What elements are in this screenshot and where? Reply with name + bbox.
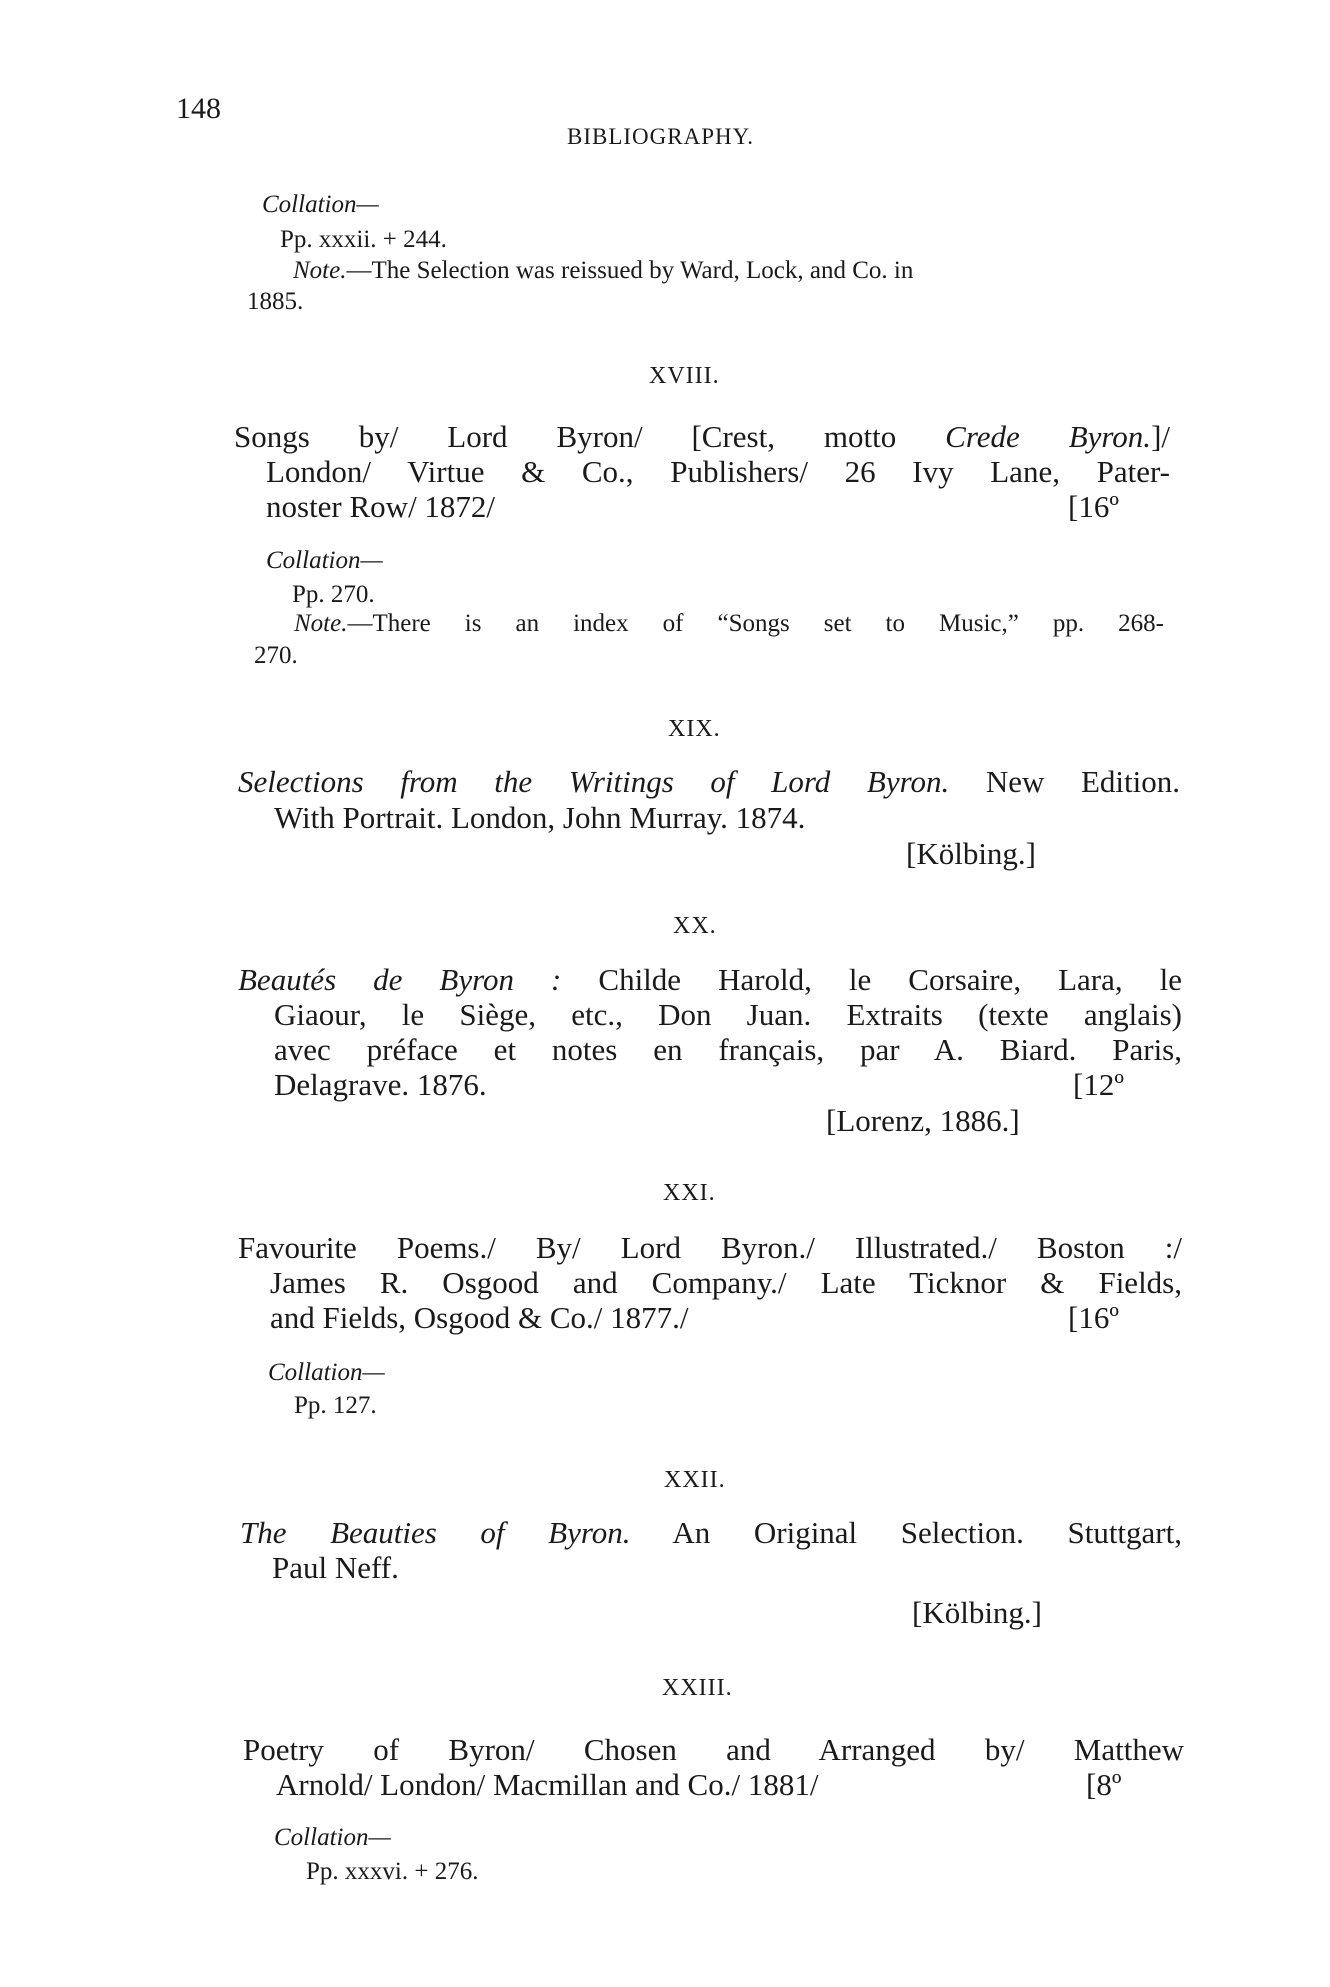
entry-title: Selections from the Writings of Lord Byron. — [238, 764, 950, 799]
collation-pages: Pp. xxxii. + 244. — [280, 226, 447, 253]
entry-line: Songs by/ Lord Byron/ [Crest, motto Crede Byron.]/ — [234, 419, 1170, 454]
note-line: Note.—There is an index of “Songs set to Music,” pp. 268- — [294, 610, 1164, 637]
entry-title: The Beauties of Byron. — [240, 1515, 631, 1550]
entry-line: James R. Osgood and Company./ Late Ticknor & Fields, — [270, 1265, 1182, 1300]
entry-line: With Portrait. London, John Murray. 1874. — [274, 800, 806, 835]
entry-numeral: XXIII. — [662, 1675, 733, 1701]
entry-numeral: XXII. — [664, 1467, 726, 1493]
entry-line: noster Row/ 1872/ — [266, 489, 496, 524]
format-mark: [16º — [1068, 1300, 1119, 1335]
entry-numeral: XIX. — [668, 716, 721, 742]
collation-pages: Pp. xxxvi. + 276. — [306, 1858, 479, 1885]
source-note: [Lorenz, 1886.] — [826, 1103, 1020, 1138]
format-mark: [8º — [1086, 1767, 1122, 1802]
entry-numeral: XX. — [673, 913, 717, 939]
source-note: [Kölbing.] — [912, 1595, 1043, 1630]
collation-label: Collation— — [266, 547, 383, 574]
entry-line: avec préface et notes en français, par A. Biard. Paris, — [274, 1032, 1182, 1067]
entry-line: Paul Neff. — [272, 1550, 399, 1585]
entry-line: The Beauties of Byron. An Original Selection. Stuttgart, — [240, 1515, 1182, 1550]
entry-line: Selections from the Writings of Lord Byron. New Edition. — [238, 764, 1180, 799]
page-number: 148 — [176, 92, 221, 125]
entry-numeral: XVIII. — [649, 363, 720, 389]
entry-line: Delagrave. 1876. — [274, 1067, 487, 1102]
entry-line: Poetry of Byron/ Chosen and Arranged by/ Matthew — [243, 1732, 1184, 1767]
collation-pages: Pp. 270. — [292, 581, 375, 608]
entry-numeral: XXI. — [663, 1180, 716, 1206]
collation-label: Collation— — [268, 1359, 385, 1386]
note-label: Note. — [294, 610, 348, 637]
entry-line: Favourite Poems./ By/ Lord Byron./ Illustrated./ Boston :/ — [238, 1230, 1182, 1265]
collation-pages: Pp. 127. — [294, 1392, 377, 1419]
note-label: Note. — [293, 257, 347, 284]
entry-line: London/ Virtue & Co., Publishers/ 26 Ivy Lane, Pater- — [266, 454, 1170, 489]
entry-line: Beautés de Byron : Childe Harold, le Corsaire, Lara, le — [238, 962, 1182, 997]
note-line-2: 1885. — [247, 288, 304, 315]
note-line: Note.—The Selection was reissued by Ward, Lock, and Co. in — [293, 257, 914, 284]
entry-title: Beautés de Byron : — [238, 962, 562, 997]
entry-line: and Fields, Osgood & Co./ 1877./ — [270, 1300, 689, 1335]
format-mark: [16º — [1068, 489, 1119, 524]
entry-line: Giaour, le Siège, etc., Don Juan. Extraits (texte anglais) — [274, 997, 1182, 1032]
collation-label: Collation— — [262, 191, 379, 218]
format-mark: [12º — [1073, 1067, 1124, 1102]
running-title: BIBLIOGRAPHY. — [567, 124, 755, 149]
source-note: [Kölbing.] — [906, 836, 1037, 871]
collation-label: Collation— — [274, 1824, 391, 1851]
note-line-2: 270. — [254, 642, 298, 669]
entry-line: Arnold/ London/ Macmillan and Co./ 1881/ — [276, 1767, 819, 1802]
